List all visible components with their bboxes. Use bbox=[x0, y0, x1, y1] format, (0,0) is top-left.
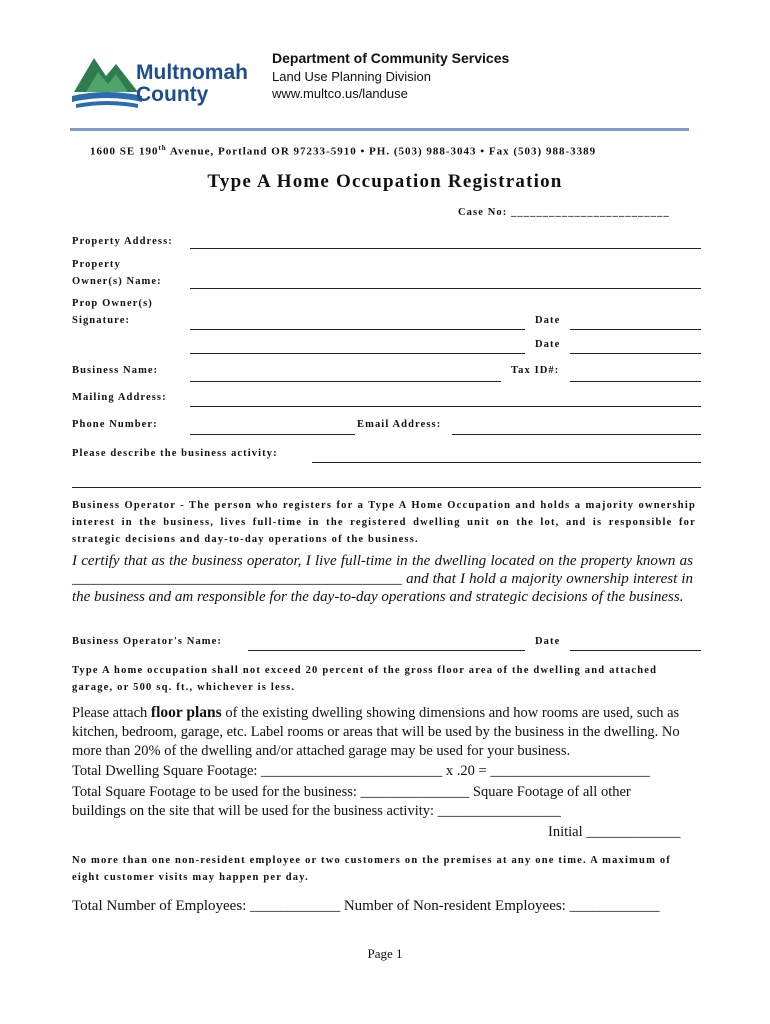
address-pre: 1600 SE 190 bbox=[90, 145, 159, 158]
mountain-logo-icon bbox=[72, 52, 142, 110]
attach-bold: floor plans bbox=[150, 704, 222, 721]
mailing-address-line[interactable] bbox=[190, 406, 701, 407]
department-name: Department of Community Services bbox=[272, 50, 510, 66]
floor-area-limit: Type A home occupation shall not exceed 20 percent of the gross floor area of the dwelling and attached garage, or 500 sq. ft., whichever is less. bbox=[72, 665, 658, 693]
address-post: Avenue, Portland OR 97233-5910 • PH. (503) 988-3043 • Fax (503) 988-3389 bbox=[166, 145, 597, 158]
email-line[interactable] bbox=[452, 434, 701, 435]
operator-name-label: Business Operator's Name: bbox=[72, 636, 222, 647]
initial-field[interactable]: Initial _____________ bbox=[548, 824, 681, 840]
property-address-line[interactable] bbox=[190, 248, 701, 249]
date-line-1[interactable] bbox=[570, 329, 701, 330]
attach-post: of the existing dwelling showing dimensions and how rooms are used, such as kitchen, bedroom, garage, etc. Label rooms or areas that will be used by the business in the dwelling. No more than 20% of the dwelling and/or attached garage may be used for your business. bbox=[72, 705, 680, 759]
form-title: Type A Home Occupation Registration bbox=[207, 171, 563, 192]
date-label-2: Date bbox=[535, 339, 561, 350]
phone-line[interactable] bbox=[190, 434, 355, 435]
total-dwelling-sqft[interactable]: Total Dwelling Square Footage: _________________________ x .20 = ______________________ bbox=[72, 763, 650, 779]
property-owner-label-2: Owner(s) Name: bbox=[72, 276, 162, 287]
signature-line-2[interactable] bbox=[190, 353, 525, 354]
describe-label: Please describe the business activity: bbox=[72, 448, 278, 459]
business-name-label: Business Name: bbox=[72, 365, 159, 376]
employees-field[interactable]: Total Number of Employees: ____________ Number of Non-resident Employees: ____________ bbox=[72, 898, 660, 914]
date-line-2[interactable] bbox=[570, 353, 701, 354]
attach-pre: Please attach bbox=[72, 705, 151, 721]
owner-name-line[interactable] bbox=[190, 288, 701, 289]
tax-id-label: Tax ID#: bbox=[511, 365, 560, 376]
certify-statement: I certify that as the business operator, I live full-time in the dwelling located on the property known as ____________________________________________ and that I hold a majority ownership interest in the business and am responsible for the day-to-day operations and strategic decisions of the business. bbox=[72, 553, 693, 605]
date-label-3: Date bbox=[535, 636, 561, 647]
property-address-label: Property Address: bbox=[72, 236, 173, 247]
email-label: Email Address: bbox=[357, 419, 442, 430]
business-sqft[interactable]: Total Square Footage to be used for the business: _______________ Square Footage of all other buildings on the site that will be used for the business activity: _________________ bbox=[72, 784, 631, 819]
property-owner-label-1: Property bbox=[72, 259, 121, 270]
operator-name-line[interactable] bbox=[248, 650, 525, 651]
describe-line-2[interactable] bbox=[72, 487, 701, 488]
signature-label-1: Prop Owner(s) bbox=[72, 298, 153, 309]
tax-id-line[interactable] bbox=[570, 381, 701, 382]
county-logo bbox=[72, 52, 257, 112]
signature-line-1[interactable] bbox=[190, 329, 525, 330]
logo-text-multnomah: Multnomah bbox=[136, 61, 248, 84]
date-line-3[interactable] bbox=[570, 650, 701, 651]
division-name: Land Use Planning Division bbox=[272, 69, 431, 84]
mailing-address-label: Mailing Address: bbox=[72, 392, 167, 403]
business-name-line[interactable] bbox=[190, 381, 501, 382]
case-no-field[interactable]: Case No: _________________________ bbox=[458, 207, 670, 218]
website-link[interactable]: www.multco.us/landuse bbox=[272, 86, 408, 101]
signature-label-2: Signature: bbox=[72, 315, 131, 326]
page-number: Page 1 bbox=[367, 946, 403, 961]
customer-limit: No more than one non-resident employee or two customers on the premises at any one time. A maximum of eight customer visits may happen per day. bbox=[72, 855, 672, 883]
date-label-1: Date bbox=[535, 315, 561, 326]
logo-text-county: County bbox=[136, 83, 209, 106]
describe-line-1[interactable] bbox=[312, 462, 701, 463]
phone-label: Phone Number: bbox=[72, 419, 158, 430]
header-rule bbox=[70, 128, 689, 131]
contact-line bbox=[90, 144, 596, 158]
floor-plans-instructions bbox=[72, 703, 690, 761]
operator-definition: Business Operator - The person who registers for a Type A Home Occupation and holds a majority ownership interest in the business, lives full-time in the registered dwelling unit on the lot, and is responsible for strategic decisions and day-to-day operations of the business. bbox=[72, 500, 696, 545]
address-sup: th bbox=[158, 144, 167, 152]
